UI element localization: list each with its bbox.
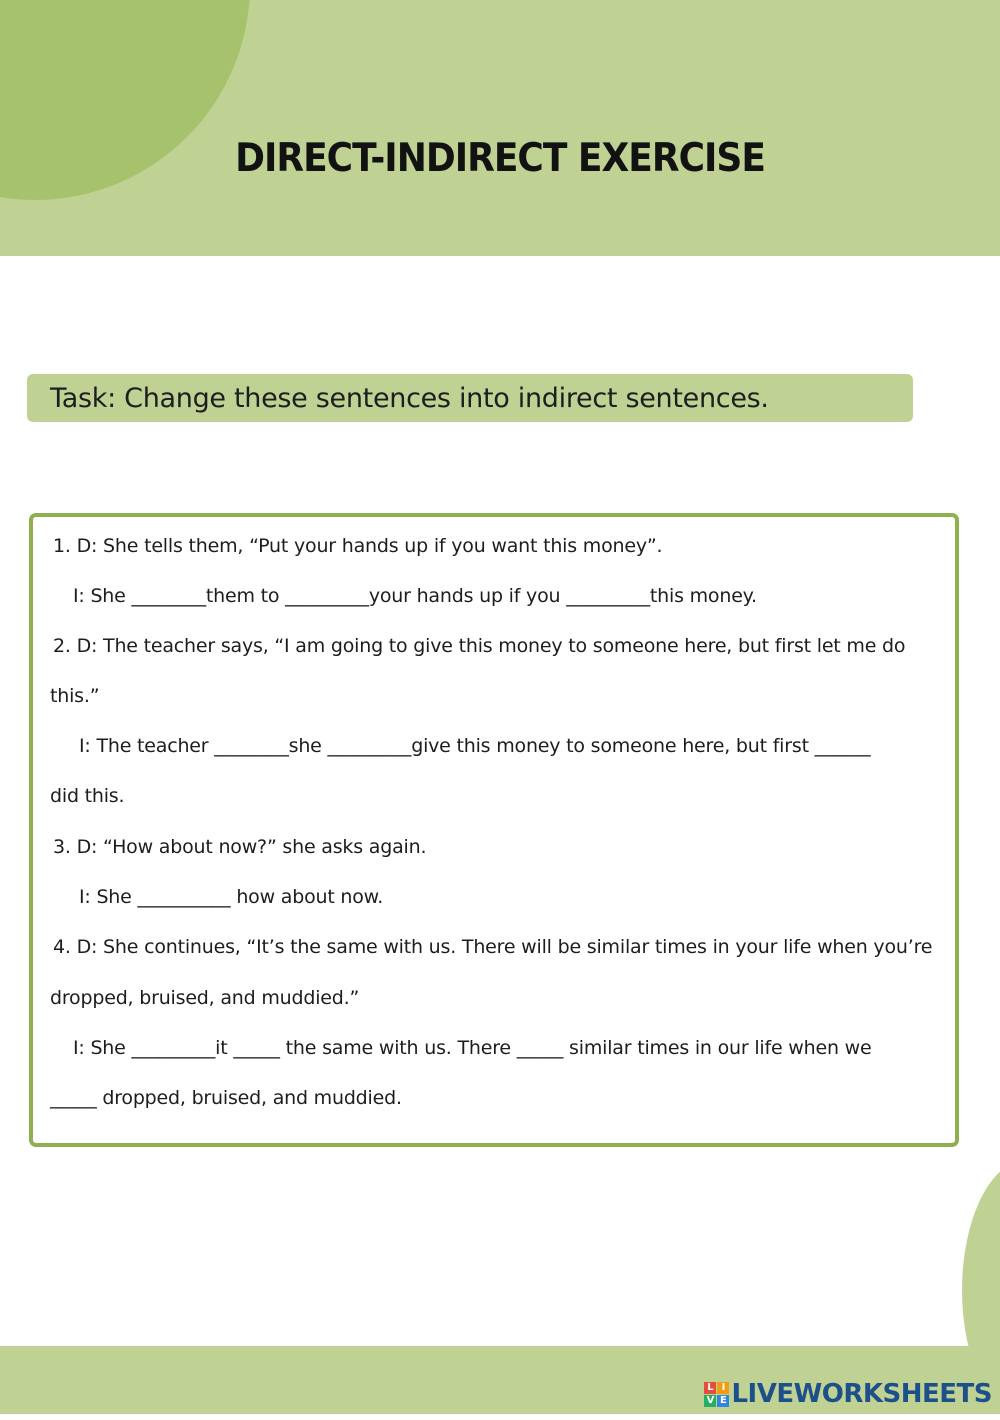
exercise-line: I: She ________them to _________your hands up if you _________this money. — [73, 585, 757, 607]
page-title: DIRECT-INDIRECT EXERCISE — [235, 136, 765, 181]
logo-mark-icon — [704, 1382, 729, 1407]
exercise-line: did this. — [50, 785, 125, 807]
exercise-line: I: She _________it _____ the same with us. There _____ similar times in our life when we — [73, 1037, 872, 1059]
exercise-line: 1. D: She tells them, “Put your hands up if you want this money”. — [53, 535, 663, 557]
header-band — [0, 0, 1000, 256]
logo-letter: L — [704, 1382, 716, 1394]
exercise-line: I: The teacher ________she _________give this money to someone here, but first ______ — [79, 735, 871, 757]
exercise-line: 4. D: She continues, “It’s the same with us. There will be similar times in your life when you’re — [53, 936, 933, 958]
logo-letter: I — [717, 1382, 729, 1394]
exercise-line: I: She __________ how about now. — [79, 886, 384, 908]
liveworksheets-logo — [704, 1376, 992, 1412]
exercise-line: 3. D: “How about now?” she asks again. — [53, 836, 427, 858]
logo-letter: E — [717, 1395, 729, 1407]
exercise-line: _____ dropped, bruised, and muddied. — [50, 1087, 402, 1109]
logo-letter: V — [704, 1395, 716, 1407]
exercise-line: dropped, bruised, and muddied.” — [50, 987, 360, 1009]
exercise-line: 2. D: The teacher says, “I am going to give this money to someone here, but first let me do — [53, 635, 906, 657]
exercise-box — [29, 513, 959, 1147]
task-instruction: Task: Change these sentences into indirect sentences. — [50, 382, 769, 414]
logo-text: LIVEWORKSHEETS — [731, 1379, 992, 1409]
exercise-line: this.” — [50, 685, 100, 707]
task-banner — [27, 374, 913, 422]
